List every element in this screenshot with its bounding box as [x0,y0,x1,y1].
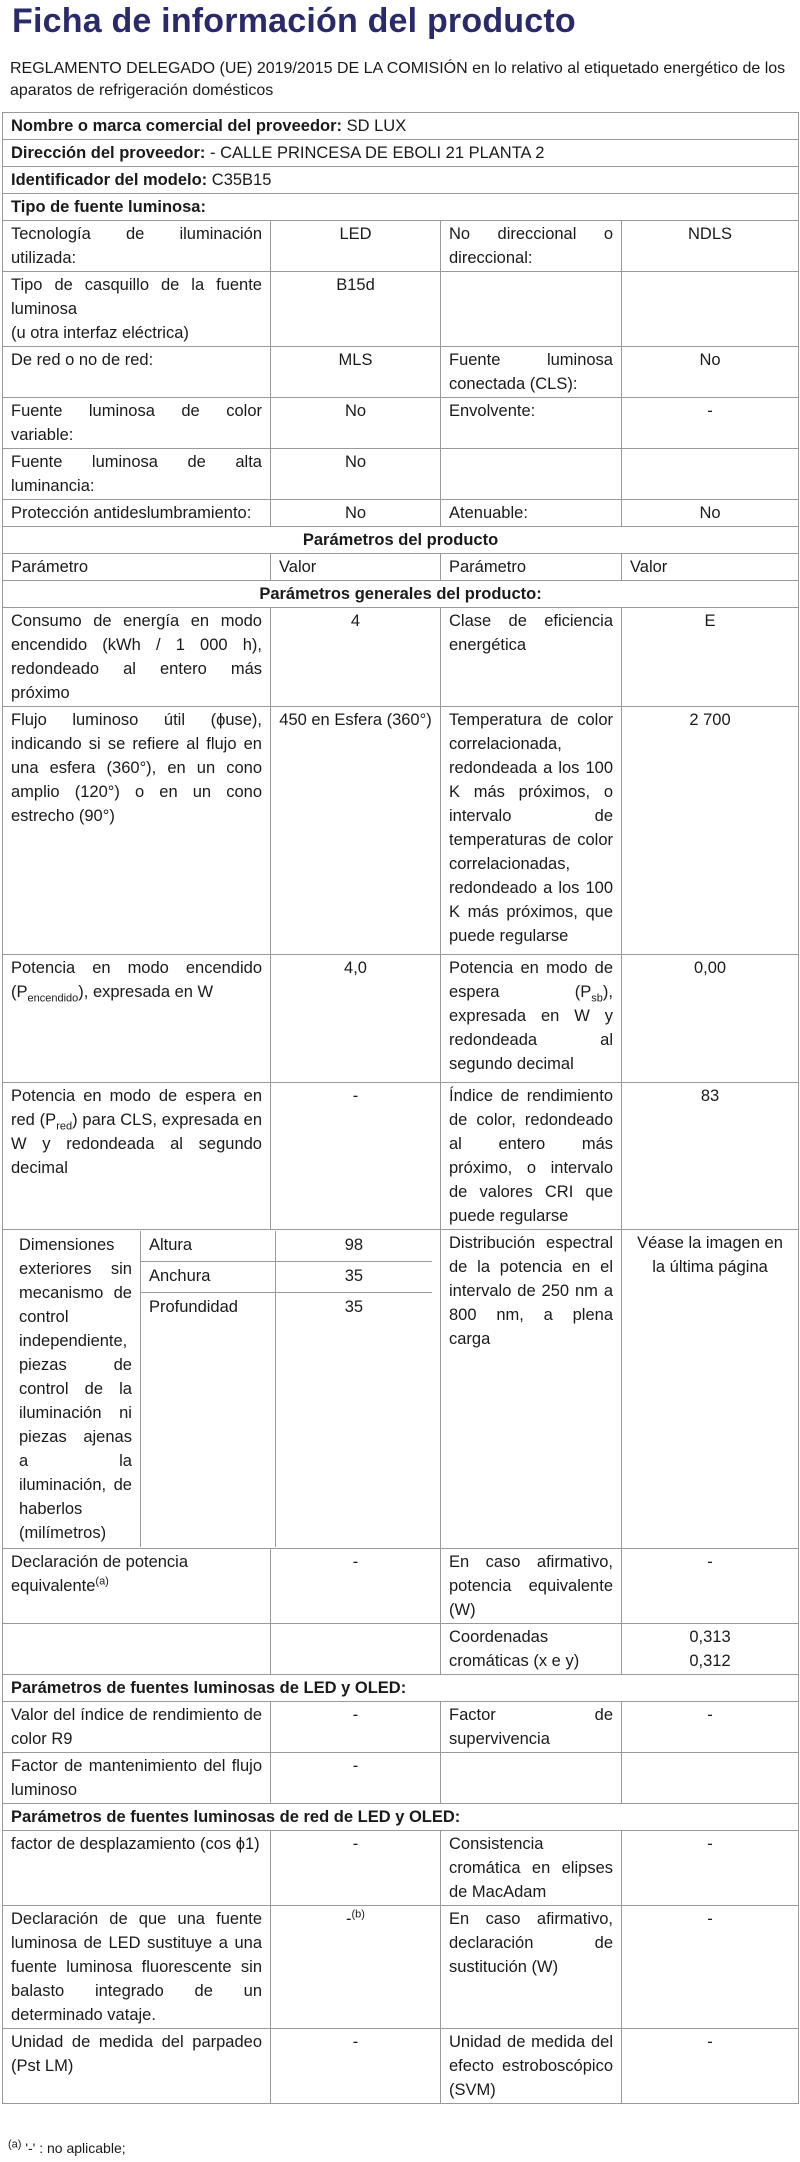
table-row [3,608,799,707]
table-row [3,1753,799,1804]
led-params-heading-row [3,1675,799,1702]
glare-label: Protección antideslumbramiento: [3,500,271,527]
on-mode-power-label: Potencia en modo encendido $(P_{encendido})$, expresada en W [3,955,271,1083]
maintenance-value: - [271,1753,441,1804]
dimensions-block [11,1231,432,1547]
table-row [3,955,799,1083]
class-value: E [622,608,799,707]
flicker-label: Unidad de medida del parpadeo (Pst LM) [3,2029,271,2104]
led-mains-heading: Parámetros de fuentes luminosas de red de LED y OLED: [3,1804,799,1831]
cap-note: (u otra interfaz eléctrica) [11,324,189,342]
column-header-row [3,554,799,581]
cct-value: 2 700 [622,707,799,955]
dimensions-label: Dimensiones exteriores sin mecanismo de control independiente, piezas de control de la iluminación ni piezas ajenas a la iluminación, de haberlos (milímetros) [11,1231,140,1547]
table-row [3,1702,799,1753]
product-params-heading: Parámetros del producto [3,527,799,554]
footnote-mark: (a) [8,2138,22,2151]
cos-label: factor de desplazamiento (cos ϕ1) [3,1831,271,1906]
stroboscopic-value: - [622,2029,799,2104]
dimmable-value: No [622,500,799,527]
flicker-value: - [271,2029,441,2104]
r9-label: Valor del índice de rendimiento de color R9 [3,1702,271,1753]
r9-value: - [271,1702,441,1753]
general-params-heading-row [3,581,799,608]
table-row [3,1831,799,1906]
flux-label: Flujo luminoso útil (ϕuse), indicando si se refiere al flujo en una esfera (360°), en un cono amplio (120°) o en un cono estrecho (90°) [3,707,271,955]
equivalent-w-label: En caso afirmativo, potencia equivalente (W) [441,1549,622,1624]
cri-value: 83 [622,1083,799,1230]
address-value: CALLE PRINCESA DE EBOLI 21 PLANTA 2 [220,144,545,162]
tech-label: Tecnología de iluminación utilizada: [3,221,271,272]
chromaticity-y: 0,312 [689,1652,731,1670]
replacement-label: Declaración de que una fuente luminosa de LED sustituye a una fuente luminosa fluorescente sin balasto integrado de un determinado vataje. [3,1906,271,2029]
dim-value: 35 [275,1293,432,1324]
product-params-heading-row [3,527,799,554]
cls-value: No [622,347,799,398]
supplier-label: Nombre o marca comercial del proveedor: [11,117,343,135]
table-row [3,1549,799,1624]
macadam-label: Consistencia cromática en elipses de MacAdam [441,1831,622,1906]
address-label: Dirección del proveedor: [11,144,206,162]
replacement-value: -$^{(b)}$ [271,1906,441,2029]
table-row [3,1083,799,1230]
cap-value: B15d [271,272,441,347]
led-mains-heading-row [3,1804,799,1831]
networked-standby-value: - [271,1083,441,1230]
page-title: Ficha de información del producto [12,2,576,40]
stroboscopic-label: Unidad de medida del efecto estroboscópico (SVM) [441,2029,622,2104]
equivalent-power-label: Declaración de potencia equivalente$^{(a)}$ [3,1549,271,1624]
cls-label: Fuente luminosa conectada (CLS): [441,347,622,398]
footnote-text: '-' : no aplicable; [25,2140,126,2156]
col-param-2: Parámetro [441,554,622,581]
supplier-row [3,113,799,140]
light-source-type-heading: Tipo de fuente luminosa: [3,194,799,221]
table-row [3,2029,799,2104]
energy-label: Consumo de energía en modo encendido (kWh / 1 000 h), redondeado al entero más próximo [3,608,271,707]
table-row [3,500,799,527]
col-value-2: Valor [622,554,799,581]
dim-name: Altura [140,1231,275,1261]
standby-power-value: 0,00 [622,955,799,1083]
dim-value: 98 [275,1231,432,1261]
envelope-value: - [622,398,799,449]
footnote [8,2140,126,2156]
table-row [3,707,799,955]
chromaticity-x: 0,313 [689,1628,731,1646]
model-value: C35B15 [211,171,272,189]
table-row [3,398,799,449]
table-row [3,221,799,272]
colour-tunable-label: Fuente luminosa de color variable: [3,398,271,449]
cap-label: Tipo de casquillo de la fuente luminosa [11,276,262,318]
supplier-value: SD LUX [346,117,407,135]
chromaticity-label: Coordenadas cromáticas (x e y) [441,1624,622,1675]
mains-value: MLS [271,347,441,398]
col-value-1: Valor [271,554,441,581]
dim-name: Profundidad [148,1298,238,1316]
cct-label: Temperatura de color correlacionada, redondeada a los 100 K más próximos, o intervalo de temperaturas de color correlacionadas, redondeado a los 100 K más próximos, que puede regularse [441,707,622,955]
col-param-1: Parámetro [3,554,271,581]
macadam-value: - [622,1831,799,1906]
spectral-label: Distribución espectral de la potencia en el intervalo de 250 nm a 800 nm, a plena carga [441,1230,622,1549]
directional-label: No direccional o direccional: [441,221,622,272]
led-params-heading: Parámetros de fuentes luminosas de LED y OLED: [3,1675,799,1702]
survival-value: - [622,1702,799,1753]
tech-value: LED [271,221,441,272]
cos-value: - [271,1831,441,1906]
address-row [3,140,799,167]
glare-value: No [271,500,441,527]
directional-value: NDLS [622,221,799,272]
table-row [3,1624,799,1675]
cri-label: Índice de rendimiento de color, redondeado al entero más próximo, o intervalo de valores CRI que puede regularse [441,1083,622,1230]
class-label: Clase de eficiencia energética [441,608,622,707]
maintenance-label: Factor de mantenimiento del flujo luminoso [3,1753,271,1804]
replacement-w-value: - [622,1906,799,2029]
high-luminance-label: Fuente luminosa de alta luminancia: [3,449,271,500]
dim-value: 35 [275,1261,432,1292]
light-source-type-heading-row [3,194,799,221]
regulation-intro: REGLAMENTO DELEGADO (UE) 2019/2015 DE LA COMISIÓN en lo relativo al etiquetado energético de los aparatos de refrigeración domésticos [10,60,786,99]
survival-label: Factor de supervivencia [441,1702,622,1753]
networked-standby-label: Potencia en modo de espera en red $(P_{red})$ para CLS, expresada en W y redondeada al segundo decimal [3,1083,271,1230]
spectral-value: Véase la imagen en la última página [622,1230,799,1549]
envelope-label: Envolvente: [441,398,622,449]
equivalent-power-value: - [271,1549,441,1624]
high-luminance-value: No [271,449,441,500]
model-label: Identificador del modelo: [11,171,208,189]
product-sheet-table [2,112,799,2104]
address-dash: - [209,144,216,162]
table-row [3,347,799,398]
flux-value: 450 en Esfera (360°) [271,707,441,955]
model-row [3,167,799,194]
table-row [3,1906,799,2029]
table-row [3,449,799,500]
mains-label: De red o no de red: [3,347,271,398]
energy-value: 4 [271,608,441,707]
dimmable-label: Atenuable: [441,500,622,527]
table-row [3,272,799,347]
dim-name: Anchura [140,1261,275,1292]
standby-power-label: Potencia en modo de espera $(P_{sb})$, expresada en W y redondeada al segundo decimal [441,955,622,1083]
colour-tunable-value: No [271,398,441,449]
equivalent-w-value: - [622,1549,799,1624]
table-row [3,1230,799,1549]
replacement-w-label: En caso afirmativo, declaración de sustitución (W) [441,1906,622,2029]
on-mode-power-value: 4,0 [271,955,441,1083]
general-params-heading: Parámetros generales del producto: [3,581,799,608]
